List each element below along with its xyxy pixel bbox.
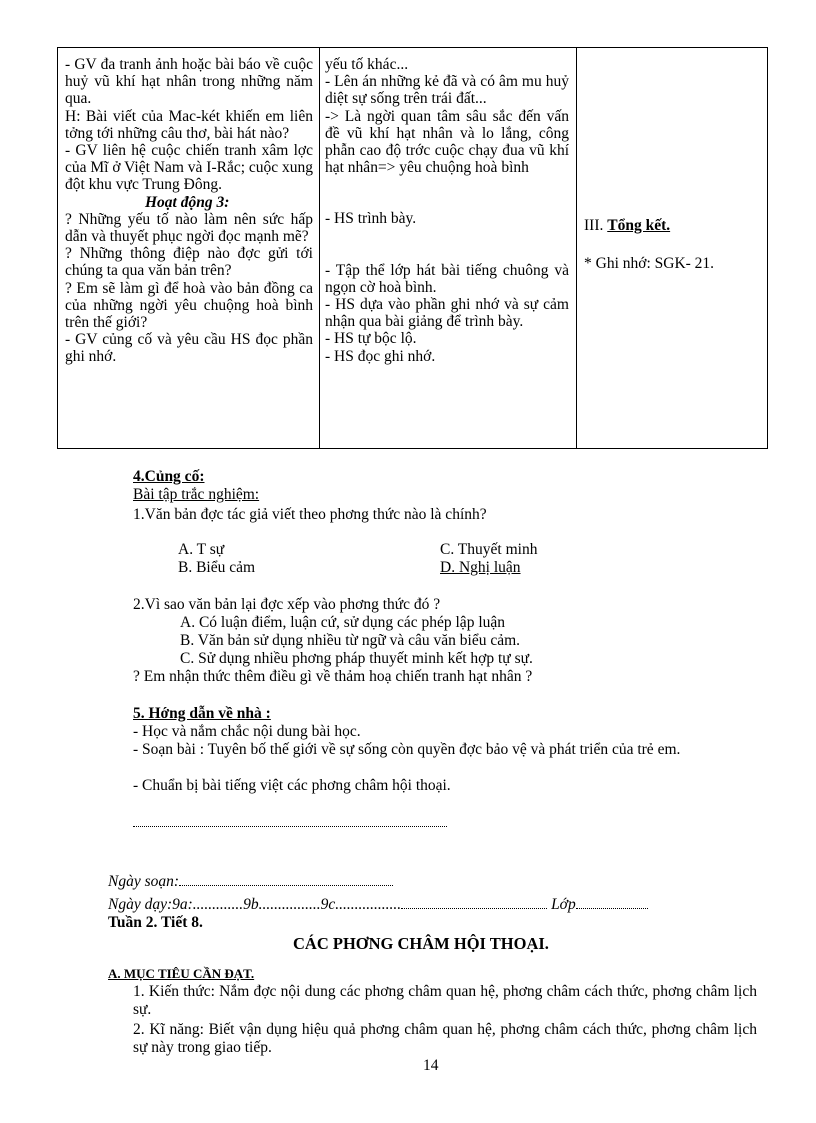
homework-heading: 5. Hớng dẫn về nhà :: [133, 705, 271, 722]
table-line: - Lên án những kẻ đã và có âm mu huỷ diệt sự sống trên trái đất...: [325, 73, 569, 108]
column-divider: [319, 48, 320, 448]
lesson-table: [57, 47, 768, 449]
question-1: 1.Văn bản đợc tác giả viết theo phơng thức nào là chính?: [133, 506, 487, 523]
table-line: - HS trình bày.: [325, 210, 417, 228]
q2-option-c: C. Sử dụng nhiều phơng pháp thuyết minh kết hợp tự sự.: [180, 650, 533, 667]
summary-note: * Ghi nhớ: SGK- 21.: [584, 255, 715, 272]
q2-option-b: B. Văn bản sử dụng nhiều từ ngữ và câu văn biểu cảm.: [180, 632, 521, 649]
preparation-date: Ngày soạn:: [108, 873, 393, 891]
homework-line: - Học và nắm chắc nội dung bài học.: [133, 723, 361, 740]
table-line: yếu tố khác...: [325, 56, 409, 73]
table-line: - GV củng cố và yêu cầu HS đọc phần ghi nhớ.: [65, 331, 313, 366]
table-line: H: Bài viết của Mac-két khiến em liên tởng tới những câu thơ, bài hát nào?: [65, 107, 313, 142]
activity-heading: Hoạt động 3:: [145, 193, 230, 211]
table-line: - HS dựa vào phần ghi nhớ và sự cảm nhận qua bài giảng để trình bày.: [325, 296, 569, 331]
question-2: 2.Vì sao văn bản lại đợc xếp vào phơng thức đó ?: [133, 596, 441, 613]
quiz-subheading: Bài tập trắc nghiệm:: [133, 486, 260, 503]
homework-line: - Chuẩn bị bài tiếng việt các phơng châm hội thoại.: [133, 777, 451, 794]
table-line: ? Em sẽ làm gì để hoà vào bản đồng ca của những ngời yêu chuộng hoà bình trên thế giới?: [65, 279, 313, 332]
objective-item: 1. Kiến thức: Nắm đợc nội dung các phơng châm quan hệ, phơng châm cách thức, phơng châm lịch sự.: [133, 983, 757, 1018]
question-3: ? Em nhận thức thêm điều gì về thảm hoạ chiến tranh hạt nhân ?: [133, 668, 533, 685]
option-c: C. Thuyết minh: [440, 541, 538, 558]
page-number: 14: [423, 1057, 439, 1074]
table-line: - HS đọc ghi nhớ.: [325, 347, 436, 365]
summary-heading: III. Tổng kết.: [584, 217, 671, 234]
week-lesson: Tuần 2. Tiết 8.: [108, 914, 203, 931]
table-line: - GV đa tranh ảnh hoặc bài báo về cuộc huỷ vũ khí hạt nhân trong những năm qua.: [65, 56, 313, 108]
table-line: -> Là ngời quan tâm sâu sắc đến vấn đề vũ khí hạt nhân và lo lắng, công phẫn cao độ trớc cuộc chạy đua vũ khí hạt nhân=> yêu chuộng hoà bình: [325, 107, 569, 177]
objectives-heading: A. MỤC TIÊU CẦN ĐẠT.: [108, 966, 255, 981]
homework-line: - Soạn bài : Tuyên bố thế giới về sự sống còn quyền đợc bảo vệ và phát triển của trẻ em.: [133, 741, 681, 758]
teaching-date: Ngày dạy:9a:.............9b................9c................. Lớp: [108, 896, 648, 914]
objective-item: 2. Kĩ năng: Biết vận dụng hiệu quả phơng châm quan hệ, phơng châm cách thức, phơng châm lịch sự này trong giao tiếp.: [133, 1021, 757, 1056]
cungco-heading: 4.Củng cố:: [133, 468, 205, 485]
table-line: - GV liên hệ cuộc chiến tranh xâm lợc của Mĩ ở Việt Nam và I-Rắc; cuộc xung đột khu vực Trung Đông.: [65, 142, 314, 194]
column-divider: [576, 48, 577, 448]
lesson-title: CÁC PHƠNG CHÂM HỘI THOẠI.: [293, 934, 549, 953]
summary-title: Tổng kết.: [607, 217, 671, 234]
student-activities-column: [325, 56, 569, 365]
table-line: ? Những thông điệp nào đợc gửi tới chúng ta qua văn bản trên?: [65, 245, 313, 280]
option-d-answer: D. Nghị luận: [440, 559, 521, 576]
table-line: ? Những yếu tố nào làm nên sức hấp dẫn và thuyết phục ngời đọc mạnh mẽ?: [65, 210, 313, 246]
table-line: - Tập thể lớp hát bài tiếng chuông và ngọn cờ hoà bình.: [325, 261, 569, 296]
table-line: - HS tự bộc lộ.: [325, 330, 417, 348]
option-a: A. T sự: [178, 541, 225, 558]
q2-option-a: A. Có luận điểm, luận cứ, sử dụng các phép lập luận: [180, 614, 506, 631]
separator-dots: [133, 826, 447, 827]
option-b: B. Biểu cảm: [178, 559, 256, 576]
teacher-activities-column: [65, 56, 313, 366]
